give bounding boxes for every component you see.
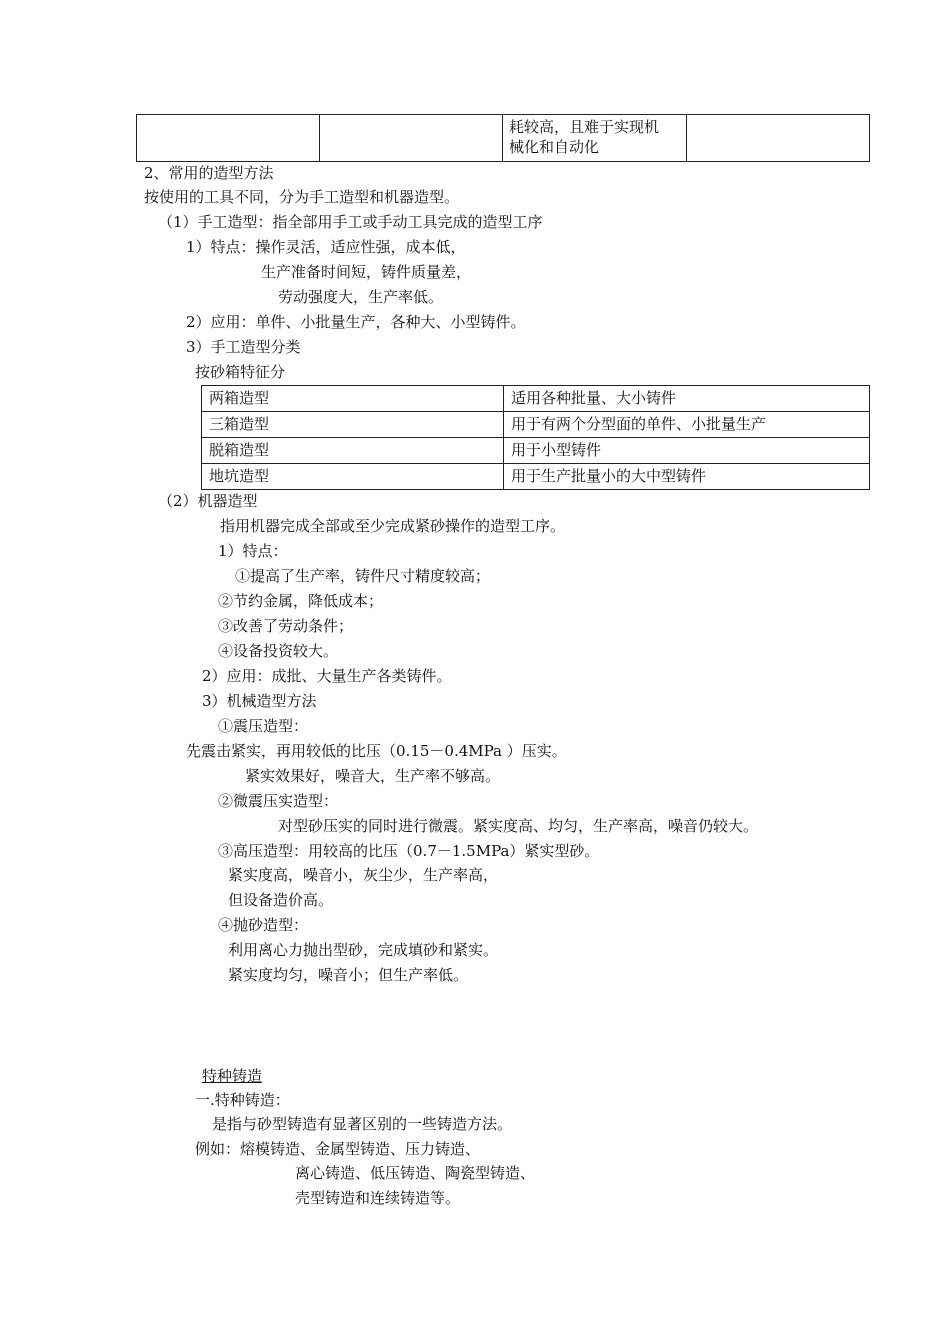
paragraph: 离心铸造、低压铸造、陶瓷型铸造、 (295, 1164, 536, 1182)
table-cell: 脱箱造型 (202, 438, 504, 464)
table-cell: 两箱造型 (202, 386, 504, 412)
list-item: ③改善了劳动条件； (218, 617, 354, 635)
paragraph: 2）应用：单件、小批量生产，各种大、小型铸件。 (186, 313, 526, 331)
table-row (202, 464, 870, 490)
table-cell (137, 115, 320, 162)
table-cell (320, 115, 503, 162)
paragraph: 利用离心力抛出型砂，完成填砂和紧实。 (228, 941, 499, 959)
paragraph: 按砂箱特征分 (195, 363, 286, 381)
list-item: ④抛砂造型： (218, 916, 309, 934)
table-row (202, 386, 870, 412)
table-cell: 用于小型铸件 (504, 438, 870, 464)
list-item: ③高压造型：用较高的比压（0.7－1.5MPa）紧实型砂。 (218, 842, 600, 860)
paragraph: 但设备造价高。 (228, 891, 334, 909)
subsection-title: （2）机器造型 (158, 492, 258, 510)
subsection-title: （1）手工造型：指全部用手工或手动工具完成的造型工序 (158, 213, 543, 231)
subsection-title: 一.特种铸造： (195, 1091, 290, 1109)
paragraph: 例如：熔模铸造、金属型铸造、压力铸造、 (195, 1140, 481, 1158)
list-item: ①震压造型： (218, 717, 309, 735)
paragraph: 是指与砂型铸造有显著区别的一些铸造方法。 (212, 1115, 513, 1133)
molding-type-table (201, 385, 870, 490)
table-cell (687, 115, 870, 162)
table-row (137, 115, 870, 162)
section-heading: 特种铸造 (202, 1067, 263, 1085)
section-title: 2、常用的造型方法 (144, 164, 274, 182)
paragraph: 对型砂压实的同时进行微震。紧实度高、均匀，生产率高，噪音仍较大。 (278, 817, 759, 835)
table-cell: 地坑造型 (202, 464, 504, 490)
table-cell: 三箱造型 (202, 412, 504, 438)
table-row (202, 412, 870, 438)
table-cell: 用于有两个分型面的单件、小批量生产 (504, 412, 870, 438)
table-cell: 适用各种批量、大小铸件 (504, 386, 870, 412)
paragraph: 先震击紧实，再用较低的比压（0.15－0.4MPa ）压实。 (186, 742, 567, 760)
paragraph: 指用机器完成全部或至少完成紧砂操作的造型工序。 (220, 517, 566, 535)
list-item: ④设备投资较大。 (218, 642, 339, 660)
continuation-table (136, 114, 870, 162)
paragraph: 1）特点： (218, 542, 288, 560)
paragraph: 壳型铸造和连续铸造等。 (295, 1189, 461, 1207)
paragraph: 紧实效果好，噪音大，生产率不够高。 (245, 767, 501, 785)
paragraph: 紧实度均匀，噪音小；但生产率低。 (228, 966, 469, 984)
list-item: ②节约金属，降低成本； (218, 592, 384, 610)
paragraph: 生产准备时间短，铸件质量差， (261, 263, 472, 281)
paragraph: 紧实度高，噪音小，灰尘少，生产率高， (228, 866, 499, 884)
paragraph: 3）手工造型分类 (186, 338, 301, 356)
list-item: ①提高了生产率，铸件尺寸精度较高； (235, 567, 491, 585)
paragraph: 3）机械造型方法 (202, 692, 317, 710)
paragraph: 按使用的工具不同，分为手工造型和机器造型。 (144, 188, 460, 206)
list-item: ②微震压实造型： (218, 792, 339, 810)
table-cell: 用于生产批量小的大中型铸件 (504, 464, 870, 490)
paragraph: 劳动强度大，生产率低。 (278, 288, 444, 306)
table-cell (503, 115, 687, 162)
paragraph: 1）特点：操作灵活，适应性强，成本低， (186, 238, 466, 256)
table-row (202, 438, 870, 464)
paragraph: 2）应用：成批、大量生产各类铸件。 (202, 667, 452, 685)
cell-line: 耗较高，且难于实现机 (509, 118, 660, 136)
cell-line: 械化和自动化 (509, 138, 600, 156)
